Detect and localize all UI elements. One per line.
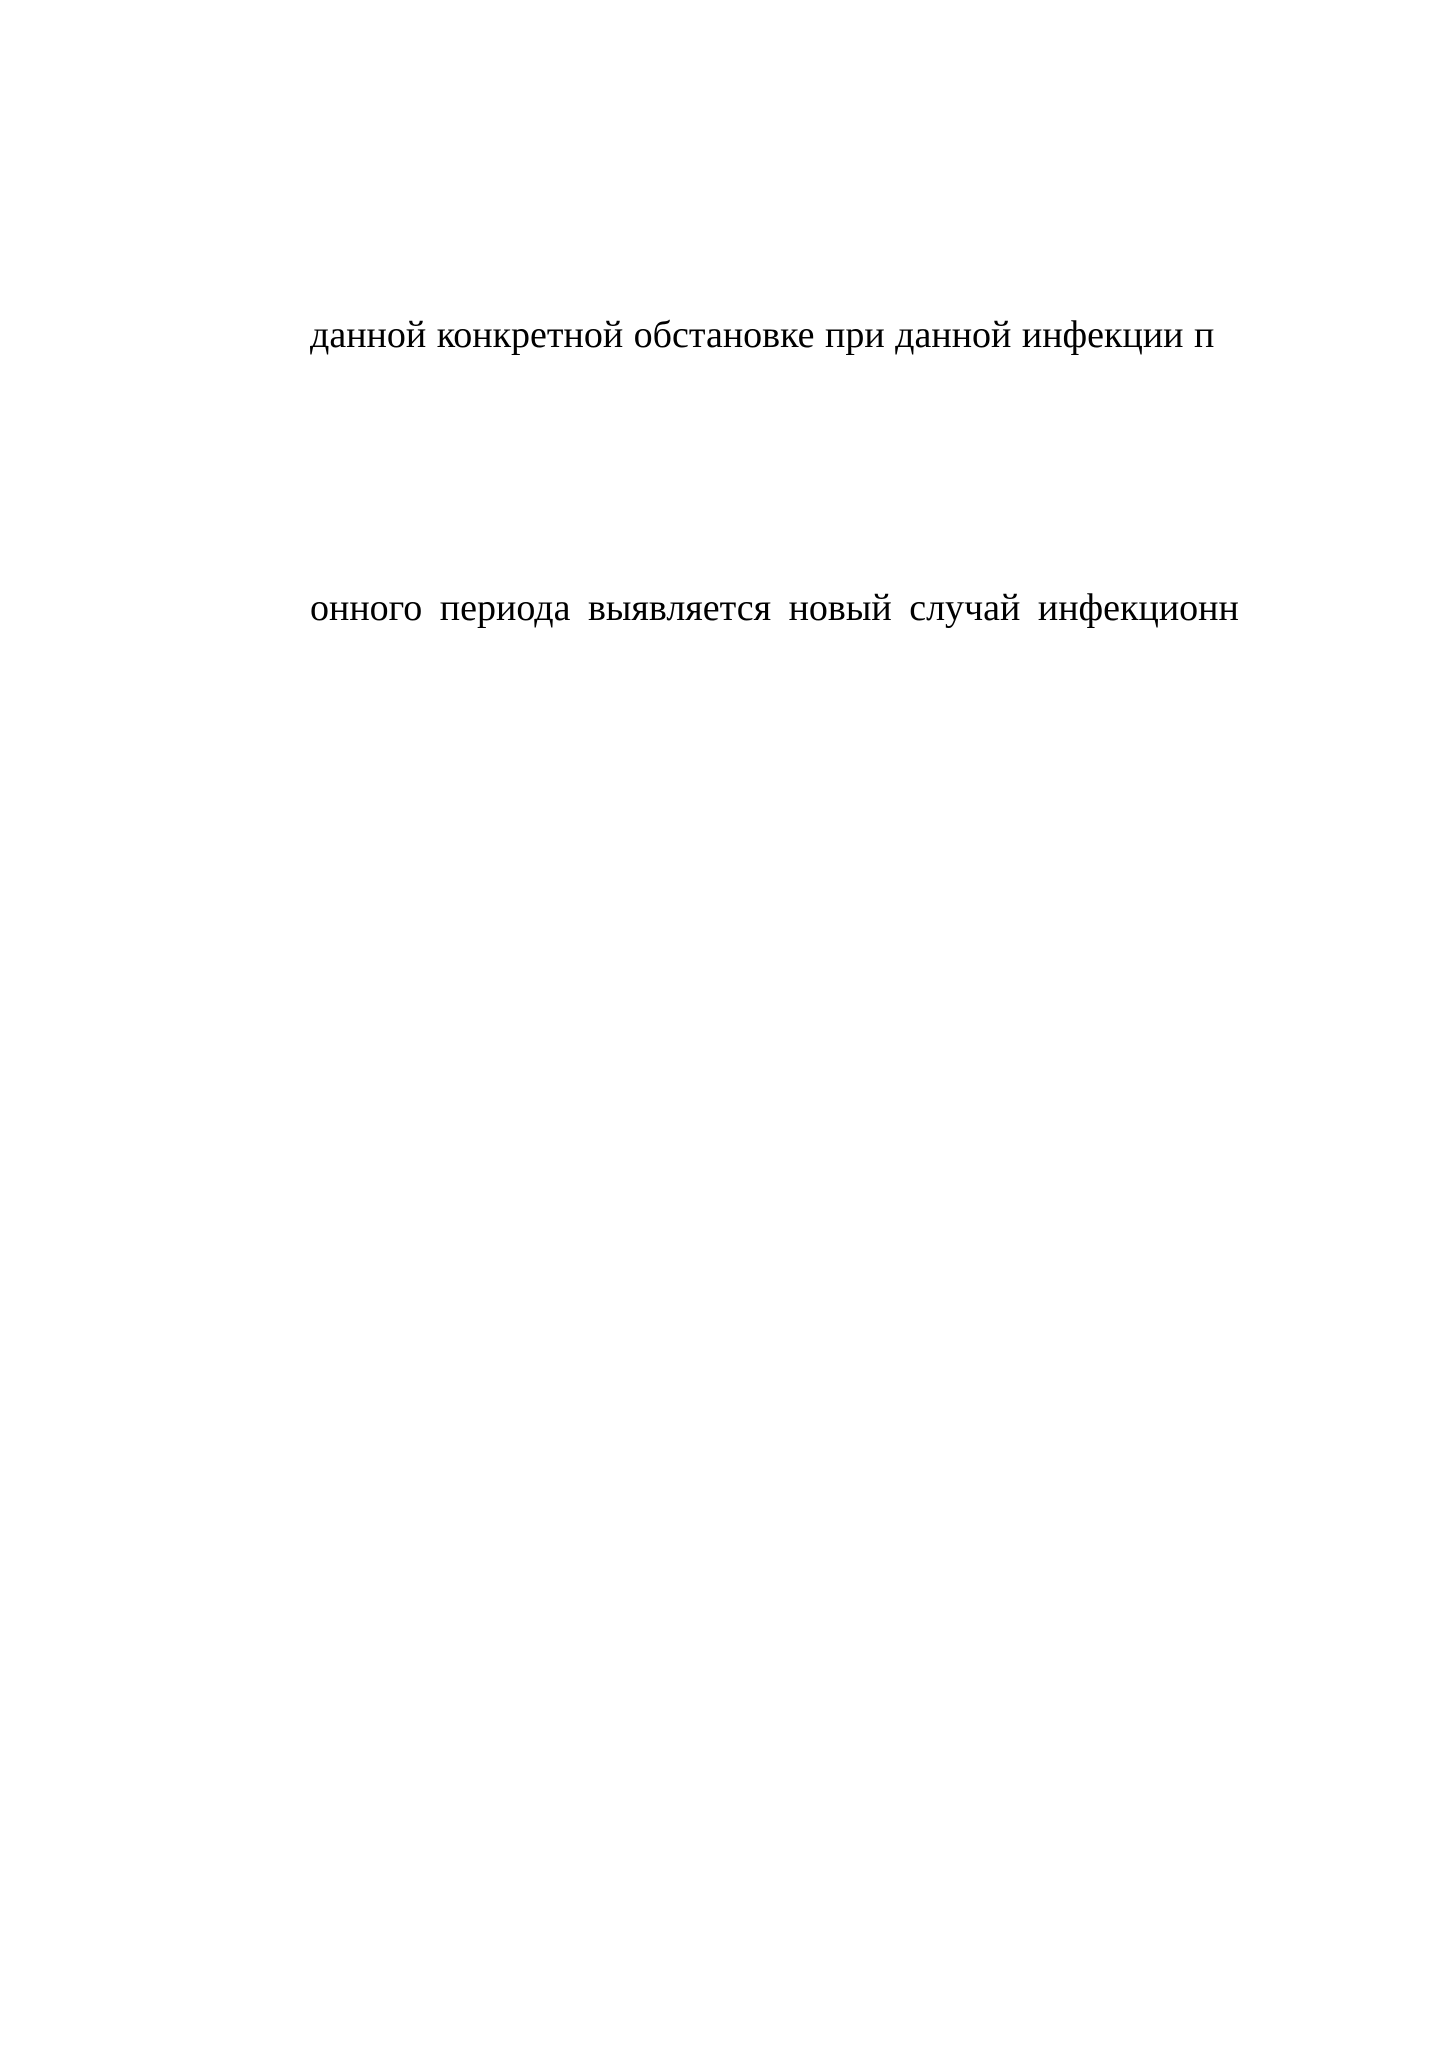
text-line-2: онного периода выявляется новый случай инфекционн bbox=[310, 587, 1239, 629]
text-line-1: данной конкретной обстановке при данной инфекции п bbox=[310, 314, 1215, 356]
